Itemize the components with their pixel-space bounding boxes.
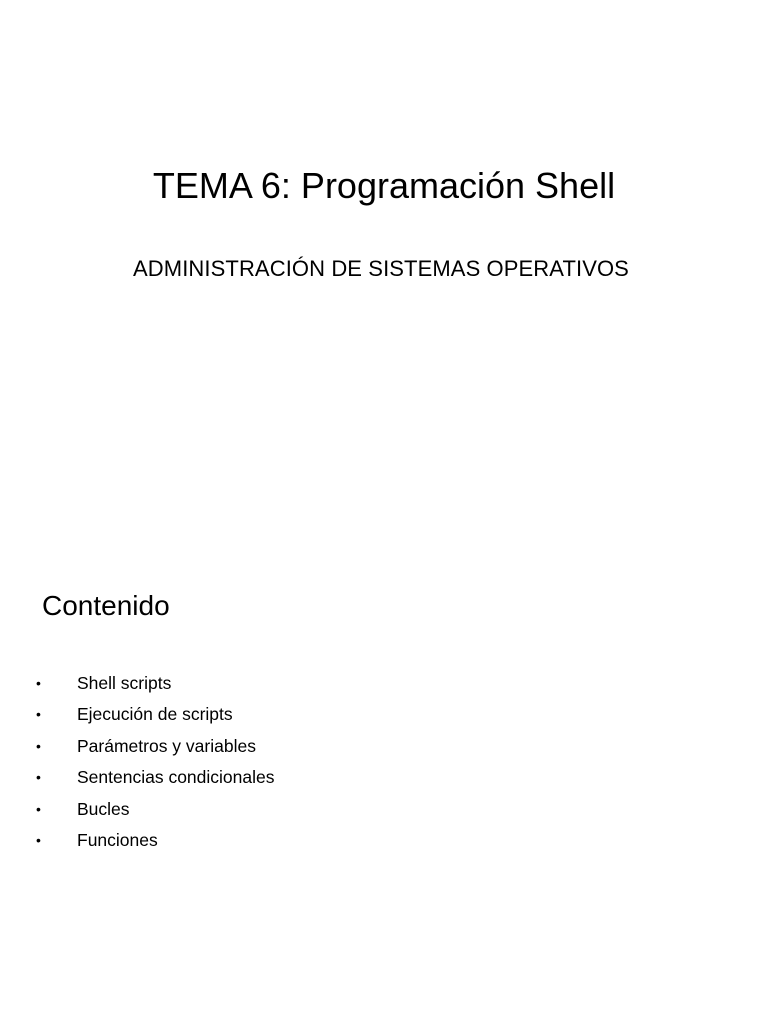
list-item-label: Ejecución de scripts (77, 704, 233, 725)
contents-slide (0, 580, 768, 880)
bullet-icon: • (36, 675, 41, 691)
page-subtitle: ADMINISTRACIÓN DE SISTEMAS OPERATIVOS (133, 256, 629, 281)
contents-heading: Contenido (42, 590, 170, 621)
list-item-label: Sentencias condicionales (77, 767, 275, 788)
list-item-label: Bucles (77, 798, 130, 819)
bullet-icon: • (36, 831, 41, 848)
bullet-icon: • (36, 769, 41, 786)
list-item-label: Funciones (77, 829, 158, 850)
bullet-icon: • (36, 737, 41, 754)
title-slide (0, 160, 768, 460)
bullet-icon: • (36, 706, 41, 723)
list-item-label: Shell scripts (77, 673, 172, 693)
bullet-icon: • (36, 800, 41, 817)
page-title: TEMA 6: Programación Shell (152, 165, 616, 206)
list-item-label: Parámetros y variables (77, 735, 256, 756)
